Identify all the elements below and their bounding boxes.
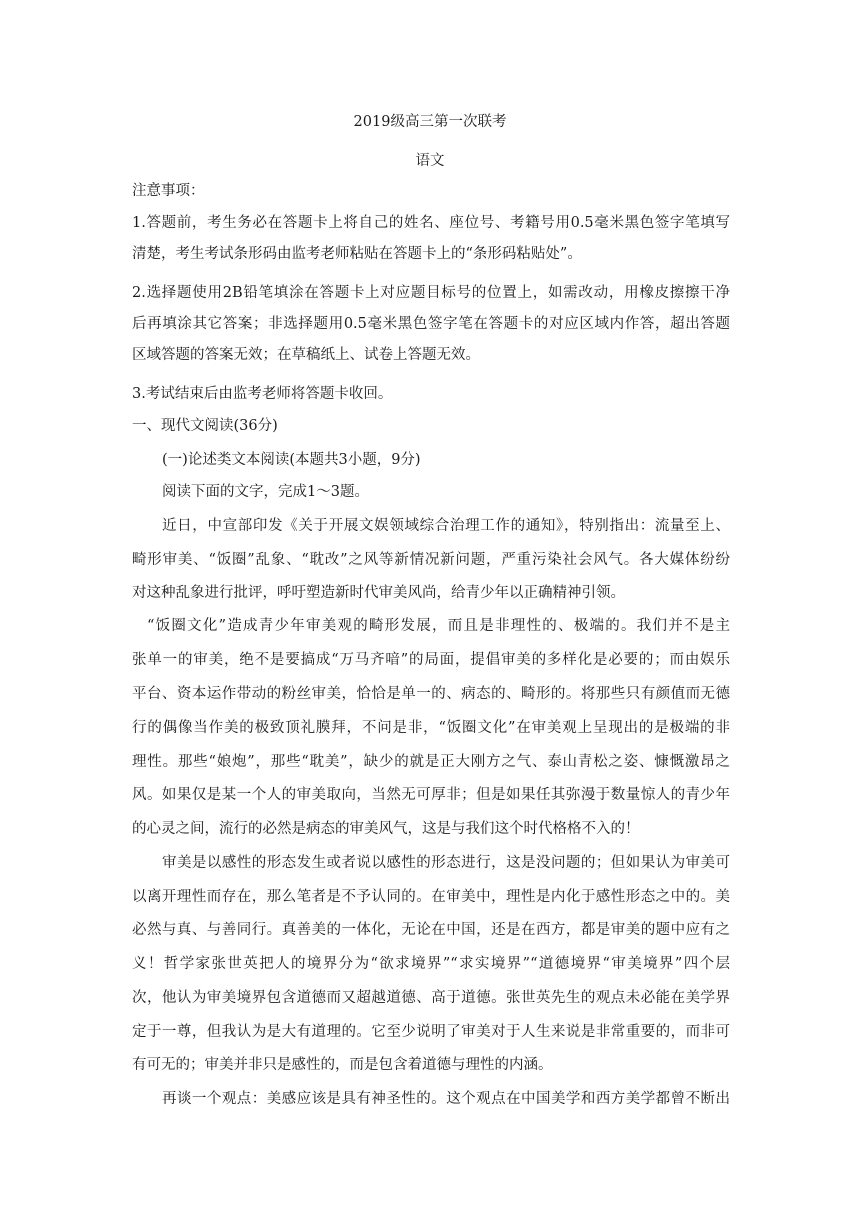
exam-title: 2019级高三第一次联考 [353, 114, 507, 130]
notice-line: 3.考试结束后由监考老师将答题卡收回。 [132, 386, 393, 402]
notice-heading: 注意事项： [132, 183, 205, 199]
passage-line: 行的偶像当作美的极致顶礼膜拜，不问是非，“饭圈文化”在审美观上呈现出的是极端的非 [132, 720, 730, 736]
notice-line: 后再填涂其它答案；非选择题用0.5毫米黑色签字笔在答题卡的对应区域内作答，超出答题 [132, 316, 730, 332]
passage-line: “饭圈文化”造成青少年审美观的畸形发展，而且是非理性的、极端的。我们并不是主 [147, 618, 730, 634]
notice-line: 1.答题前，考生务必在答题卡上将自己的姓名、座位号、考籍号用0.5毫米黑色签字笔填写 [132, 215, 730, 231]
passage-line: 张单一的审美，绝不是要搞成“万马齐喑”的局面，提倡审美的多样化是必要的；而由娱乐 [132, 652, 730, 668]
passage-line: 对这种乱象进行批评，呼吁塑造新时代审美风尚，给青少年以正确精神引领。 [132, 585, 625, 601]
notice-line: 区域答题的答案无效；在草稿纸上、试卷上答题无效。 [132, 347, 480, 363]
passage-line: 以离开理性而存在，那么笔者是不予认同的。在审美中，理性是内化于感性形态之中的。美 [132, 889, 730, 905]
passage-line: 平台、资本运作带动的粉丝审美，恰恰是单一的、病态的、畸形的。将那些只有颜值而无德 [132, 686, 730, 702]
notice-line: 2.选择题使用2B铅笔填涂在答题卡上对应题目标号的位置上，如需改动，用橡皮擦擦干净 [132, 285, 730, 301]
subject-title: 语文 [415, 153, 445, 169]
section-subheading: (一)论述类文本阅读(本题共3小题，9分) [162, 452, 421, 468]
passage-line: 义！哲学家张世英把人的境界分为“欲求境界”“求实境界”“道德境界“审美境界”四个层 [132, 956, 730, 972]
section-heading: 一、现代文阅读(36分) [132, 418, 278, 434]
passage-line: 理性。那些“娘炮”，那些“耽美”，缺少的就是正大刚方之气、泰山青松之姿、慷慨激昂之 [132, 754, 730, 770]
passage-line: 风。如果仅是某一个人的审美取向，当然无可厚非；但是如果任其弥漫于数量惊人的青少年 [132, 787, 730, 803]
passage-line: 再谈一个观点：美感应该是具有神圣性的。这个观点在中国美学和西方美学都曾不断出 [162, 1091, 730, 1107]
passage-line: 的心灵之间，流行的必然是病态的审美风气，这是与我们这个时代格格不入的！ [132, 821, 640, 837]
passage-line: 近日，中宣部印发《关于开展文娱领域综合治理工作的通知》，特别指出：流量至上、 [162, 518, 730, 534]
passage-line: 审美是以感性的形态发生或者说以感性的形态进行，这是没问题的；但如果认为审美可 [162, 855, 730, 871]
passage-line: 畸形审美、“饭圈”乱象、“耽改”之风等新情况新问题，严重污染社会风气。各大媒体纷纷 [132, 552, 730, 568]
notice-line: 清楚，考生考试条形码由监考老师粘贴在答题卡上的“条形码粘贴处”。 [132, 246, 582, 262]
passage-line: 定于一尊，但我认为是大有道理的。它至少说明了审美对于人生来说是非常重要的，而非可 [132, 1024, 730, 1040]
passage-line: 有可无的；审美并非只是感性的，而是包含着道德与理性的内涵。 [132, 1057, 553, 1073]
section-instruction: 阅读下面的文字，完成1～3题。 [162, 484, 369, 500]
passage-line: 必然与真、与善同行。真善美的一体化，无论在中国，还是在西方，都是审美的题中应有之 [132, 922, 730, 938]
passage-line: 次，他认为审美境界包含道德而又超越道德、高于道德。张世英先生的观点未必能在美学界 [132, 990, 730, 1006]
